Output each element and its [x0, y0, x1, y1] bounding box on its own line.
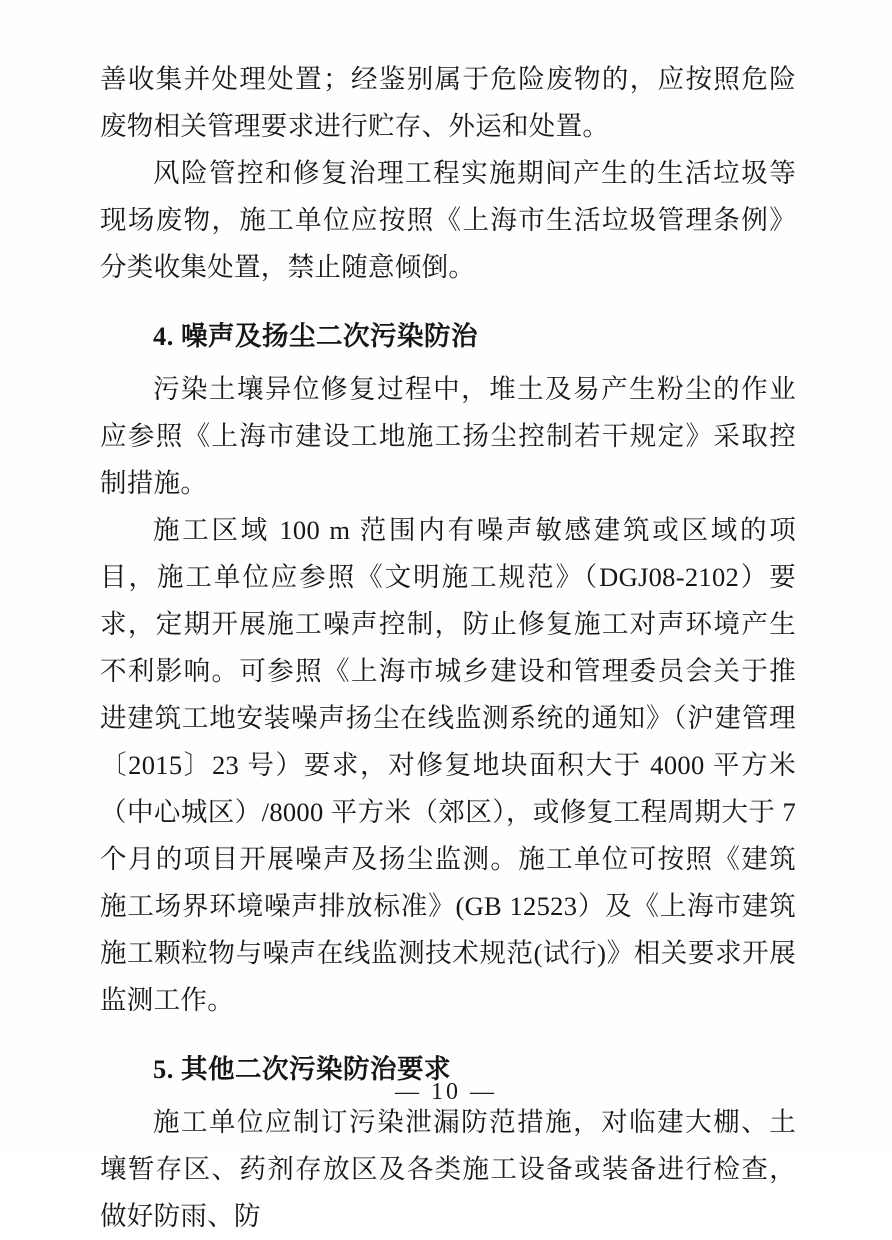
document-body: [100, 56, 796, 1240]
paragraph-noise-monitoring: 施工区域 100 m 范围内有噪声敏感建筑或区域的项目，施工单位应参照《文明施工规范》（DGJ08-2102）要求，定期开展施工噪声控制，防止修复施工对声环境产生不利影响。可参照《上海市城乡建设和管理委员会关于推进建筑工地安装噪声扬尘在线监测系统的通知》（沪建管理〔2015〕23 号）要求，对修复地块面积大于 4000 平方米（中心城区）/8000 平方米（郊区），或修复工程周期大于 7 个月的项目开展噪声及扬尘监测。施工单位可按照《建筑施工场界环境噪声排放标准》(GB 12523）及《上海市建筑施工颗粒物与噪声在线监测技术规范(试行)》相关要求开展监测工作。: [100, 515, 796, 1015]
section-heading-4: 4. 噪声及扬尘二次污染防治: [153, 321, 478, 351]
page-footer: [0, 1077, 892, 1107]
paragraph-dust-control: 污染土壤异位修复过程中，堆土及易产生粉尘的作业应参照《上海市建设工地施工扬尘控制若干规定》采取控制措施。: [100, 374, 796, 498]
paragraph-other-requirements: 施工单位应制订污染泄漏防范措施，对临建大棚、土壤暂存区、药剂存放区及各类施工设备或装备进行检查，做好防雨、防: [100, 1107, 796, 1231]
page-number: — 10 —: [395, 1079, 497, 1105]
section-heading-5: 5. 其他二次污染防治要求: [153, 1054, 451, 1084]
paragraph-waste-management: 风险管控和修复治理工程实施期间产生的生活垃圾等现场废物，施工单位应按照《上海市生活垃圾管理条例》分类收集处置，禁止随意倾倒。: [100, 158, 796, 282]
paragraph-continuation: 善收集并处理处置；经鉴别属于危险废物的，应按照危险废物相关管理要求进行贮存、外运和处置。: [100, 64, 796, 141]
